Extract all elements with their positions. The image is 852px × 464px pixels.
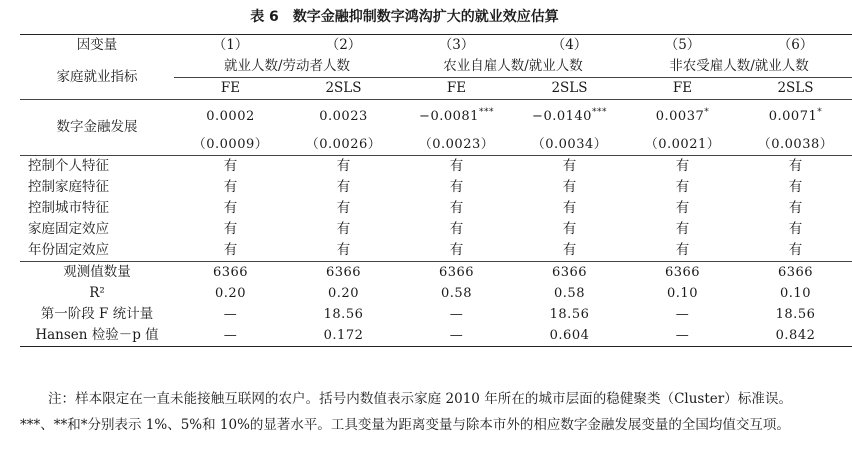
table-cell: — [400, 325, 513, 347]
stat-row [20, 283, 852, 304]
table-cell: 有 [675, 241, 690, 258]
table-cell: 有 [174, 155, 287, 177]
table-cell: 有 [788, 199, 803, 216]
table-cell: — [223, 306, 238, 322]
col-header: （5） [626, 35, 739, 57]
method-header: 2SLS [777, 80, 814, 96]
row-label: 家庭固定效应 [28, 220, 109, 237]
table-cell: 有 [739, 155, 852, 177]
table-cell: 有 [788, 241, 803, 258]
group-header: 非农受雇人数/就业人数 [626, 56, 852, 78]
col-header: （3） [400, 35, 513, 57]
table-cell: 有 [223, 199, 238, 216]
se-cell: （0.0009） [192, 136, 269, 152]
col-header: （4） [513, 35, 626, 57]
col-header: （1） [174, 35, 287, 57]
table-cell: 有 [400, 155, 513, 177]
table-cell: 有 [562, 220, 577, 237]
table-cell: 18.56 [323, 306, 364, 322]
table-cell: 有 [449, 241, 464, 258]
table-caption: 数字金融抑制数字鸿沟扩大的就业效应估算 [292, 9, 559, 25]
family-indicator-label: 家庭就业指标 [56, 69, 138, 85]
se-cell: （0.0034） [531, 136, 608, 152]
control-row [20, 155, 852, 177]
table-cell: 0.10 [780, 285, 811, 301]
table-cell: 有 [788, 220, 803, 237]
table-cell: 有 [675, 178, 690, 195]
results-table [20, 34, 852, 347]
table-cell: 有 [336, 241, 351, 258]
coef-cell: 0.0037* [626, 100, 739, 134]
table-cell: 6366 [174, 261, 287, 283]
table-cell: 0.604 [513, 325, 626, 347]
table-cell: 有 [562, 178, 577, 195]
row-label: 数字金融发展 [20, 100, 174, 156]
coef-cell: 0.0071* [739, 100, 852, 134]
control-row [20, 240, 852, 262]
table-note [20, 386, 792, 438]
table-cell: — [626, 325, 739, 347]
se-cell: （0.0021） [644, 136, 721, 152]
table-cell: 有 [675, 199, 690, 216]
group-header: 就业人数/劳动者人数 [174, 56, 400, 78]
control-row [20, 219, 852, 240]
table-cell: 6366 [400, 261, 513, 283]
coef-cell: 0.0002 [174, 100, 287, 134]
table-cell: 0.10 [667, 285, 698, 301]
method-header: FE [220, 80, 241, 96]
table-cell: 0.58 [554, 285, 585, 301]
table-cell: 有 [223, 241, 238, 258]
table-cell: 6366 [626, 261, 739, 283]
stat-row [20, 261, 852, 283]
table-cell: 有 [223, 178, 238, 195]
coef-cell: −0.0140*** [513, 100, 626, 134]
table-cell: 0.58 [441, 285, 472, 301]
se-cell: （0.0026） [305, 136, 382, 152]
method-header: FE [446, 80, 467, 96]
dep-var-label: 因变量 [20, 35, 174, 57]
table-cell: 18.56 [549, 306, 590, 322]
table-cell: 有 [449, 220, 464, 237]
table-cell: 0.20 [328, 285, 359, 301]
row-label: 控制城市特征 [28, 199, 109, 216]
row-label: 控制家庭特征 [28, 178, 109, 195]
table-cell: 0.172 [287, 325, 400, 347]
table-cell: 有 [336, 220, 351, 237]
row-label: 控制个人特征 [20, 155, 174, 177]
table-cell: 有 [449, 199, 464, 216]
stat-row [20, 325, 852, 347]
coef-cell: 0.0023 [287, 100, 400, 134]
table-cell: 6366 [513, 261, 626, 283]
table-cell: 有 [788, 178, 803, 195]
row-label: 年份固定效应 [28, 241, 109, 258]
table-cell: — [449, 306, 464, 322]
header-row-groups [20, 56, 852, 78]
note-text: 注：样本限定在一直未能接触互联网的农户。括号内数值表示家庭 2010 年所在的城市层面的稳健聚类（Cluster）标准误。***、**和*分别表示 1%、5%和 10%的显著水平。工具变量为距离变量与除本市外的相应数字金融发展变量的全国均值交互项。 [20, 391, 792, 433]
header-row-cols [20, 35, 852, 57]
table-cell: 有 [513, 155, 626, 177]
method-header: 2SLS [325, 80, 362, 96]
se-cell: （0.0023） [418, 136, 495, 152]
stat-row [20, 304, 852, 325]
control-row [20, 177, 852, 198]
table-cell: 有 [562, 199, 577, 216]
col-header: （6） [739, 35, 852, 57]
table-title [0, 6, 809, 26]
table-cell: 有 [287, 155, 400, 177]
row-label: Hansen 检验－p 值 [20, 325, 174, 347]
coef-cell: −0.0081*** [400, 100, 513, 134]
table-cell: 18.56 [775, 306, 816, 322]
table-cell: 6366 [739, 261, 852, 283]
table-cell: 有 [562, 241, 577, 258]
row-label: 观测值数量 [20, 261, 174, 283]
table-cell: 0.842 [739, 325, 852, 347]
row-label: 第一阶段 F 统计量 [40, 305, 154, 322]
table-cell: 0.20 [215, 285, 246, 301]
table-cell: 有 [626, 155, 739, 177]
se-cell: （0.0038） [757, 136, 834, 152]
row-label: R² [89, 284, 105, 301]
table-cell: 有 [449, 178, 464, 195]
table-cell: — [174, 325, 287, 347]
col-header: （2） [287, 35, 400, 57]
coef-row [20, 100, 852, 134]
table-number: 表 6 [250, 9, 279, 25]
group-header: 农业自雇人数/就业人数 [400, 56, 626, 78]
method-header: 2SLS [551, 80, 588, 96]
table-cell: 6366 [287, 261, 400, 283]
table-cell: 有 [336, 199, 351, 216]
method-header: FE [672, 80, 693, 96]
table-cell: — [675, 306, 690, 322]
table-cell: 有 [223, 220, 238, 237]
table-cell: 有 [675, 220, 690, 237]
control-row [20, 198, 852, 219]
table-cell: 有 [336, 178, 351, 195]
